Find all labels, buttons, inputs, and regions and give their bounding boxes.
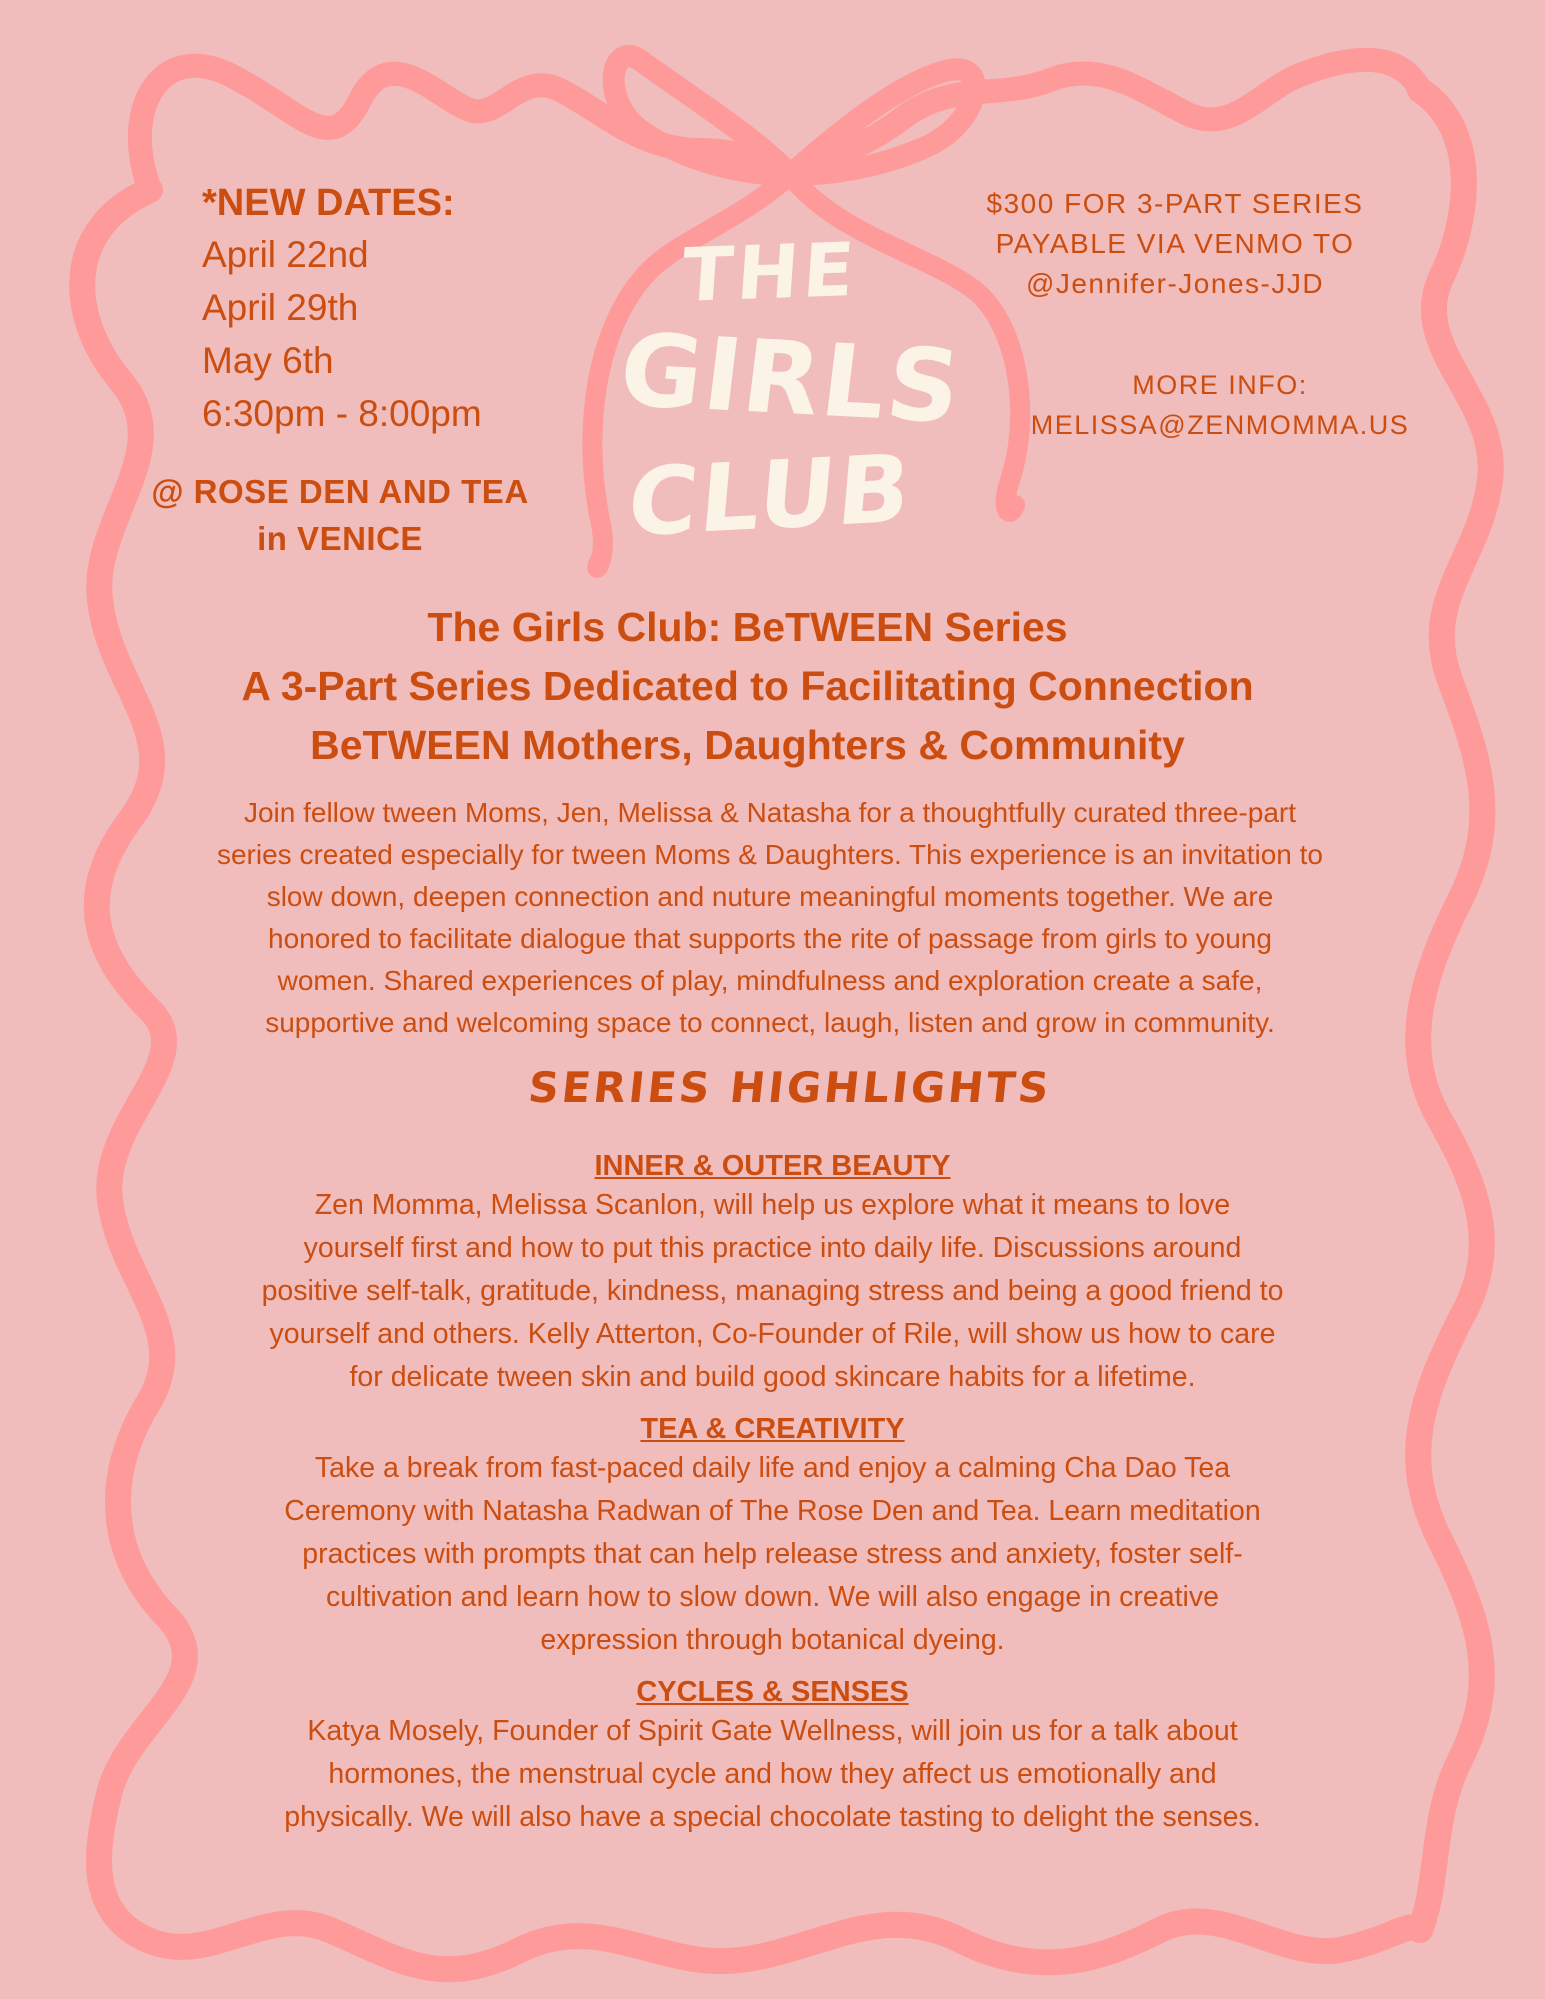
section-line: cultivation and learn how to slow down. We will also engage in creative [326, 1581, 1219, 1613]
date-item: April 29th [202, 287, 359, 328]
price-line-2: PAYABLE VIA VENMO TO [995, 228, 1355, 259]
section-title: TEA & CREATIVITY [640, 1413, 905, 1445]
ribbon-top-right [790, 60, 1420, 175]
section-line: Ceremony with Natasha Radwan of The Rose Den and Tea. Learn meditation [284, 1495, 1261, 1527]
time-item: 6:30pm - 8:00pm [202, 393, 482, 434]
dates-block [202, 178, 642, 440]
section-inner-outer-beauty [190, 1148, 1355, 1399]
logo-line-2: GIRLS [613, 311, 969, 446]
ribbon-left [82, 190, 185, 1930]
section-line: physically. We will also have a special chocolate tasting to delight the senses. [284, 1801, 1261, 1833]
section-title: INNER & OUTER BEAUTY [594, 1150, 951, 1182]
section-line: practices with prompts that can help release stress and anxiety, foster self- [302, 1538, 1243, 1570]
venue-line-1: @ ROSE DEN AND TEA [151, 473, 529, 510]
section-line: yourself and others. Kelly Atterton, Co-Founder of Rile, will show us how to care [269, 1318, 1276, 1350]
ribbon-top [140, 66, 790, 190]
intro-line: Join fellow tween Moms, Jen, Melissa & Natasha for a thoughtfully curated three-part [243, 797, 1297, 828]
section-line: hormones, the menstrual cycle and how they affect us emotionally and [328, 1758, 1217, 1790]
series-highlights-heading: SERIES HIGHLIGHTS [526, 1063, 1054, 1112]
section-cycles-senses [190, 1674, 1355, 1839]
venue-block [120, 468, 560, 562]
title-line-1: The Girls Club: BeTWEEN Series [427, 604, 1068, 650]
date-item: April 22nd [202, 234, 369, 275]
section-line: yourself first and how to put this practice into daily life. Discussions around [303, 1232, 1242, 1264]
bow-loop-right [790, 69, 975, 175]
more-info-block [1000, 365, 1440, 445]
section-line: positive self-talk, gratitude, kindness, managing stress and being a good friend to [261, 1275, 1284, 1307]
section-line: Take a break from fast-paced daily life and enjoy a calming Cha Dao Tea [314, 1452, 1231, 1484]
price-block [945, 184, 1405, 304]
title-line-3: BeTWEEN Mothers, Daughters & Community [310, 722, 1185, 768]
logo-line-3: CLUB [623, 434, 917, 559]
ribbon-bottom [130, 1922, 1420, 1970]
girls-club-logo [613, 226, 969, 559]
section-line: expression through botanical dyeing. [540, 1624, 1005, 1656]
logo-line-1: THE [679, 226, 861, 320]
venue-line-2: in VENICE [257, 520, 423, 557]
intro-line: supportive and welcoming space to connect, laugh, listen and grow in community. [265, 1007, 1275, 1038]
contact-email: MELISSA@ZENMOMMA.US [1030, 410, 1410, 440]
date-item: May 6th [202, 340, 334, 381]
price-line-1: $300 FOR 3-PART SERIES [986, 188, 1364, 219]
section-line: Zen Momma, Melissa Scanlon, will help us explore what it means to love [314, 1189, 1231, 1221]
intro-line: honored to facilitate dialogue that supports the rite of passage from girls to young [268, 923, 1272, 954]
intro-line: slow down, deepen connection and nuture meaningful moments together. We are [266, 881, 1274, 912]
section-line: Katya Mosely, Founder of Spirit Gate Wellness, will join us for a talk about [307, 1715, 1238, 1747]
section-title: CYCLES & SENSES [636, 1676, 909, 1708]
more-info-label: MORE INFO: [1132, 370, 1308, 400]
section-tea-creativity [190, 1411, 1355, 1662]
title-line-2: A 3-Part Series Dedicated to Facilitating Connection [241, 663, 1254, 709]
intro-line: women. Shared experiences of play, mindfulness and exploration create a safe, [277, 965, 1263, 996]
section-line: for delicate tween skin and build good skincare habits for a lifetime. [349, 1361, 1196, 1393]
bow-loop-left [614, 56, 790, 175]
dates-heading: *NEW DATES: [202, 182, 455, 224]
intro-line: series created especially for tween Moms & Daughters. This experience is an invitation to [216, 839, 1323, 870]
series-title [140, 598, 1355, 775]
venmo-handle: @Jennifer-Jones-JJD [1025, 268, 1325, 299]
intro-paragraph [160, 792, 1380, 1044]
